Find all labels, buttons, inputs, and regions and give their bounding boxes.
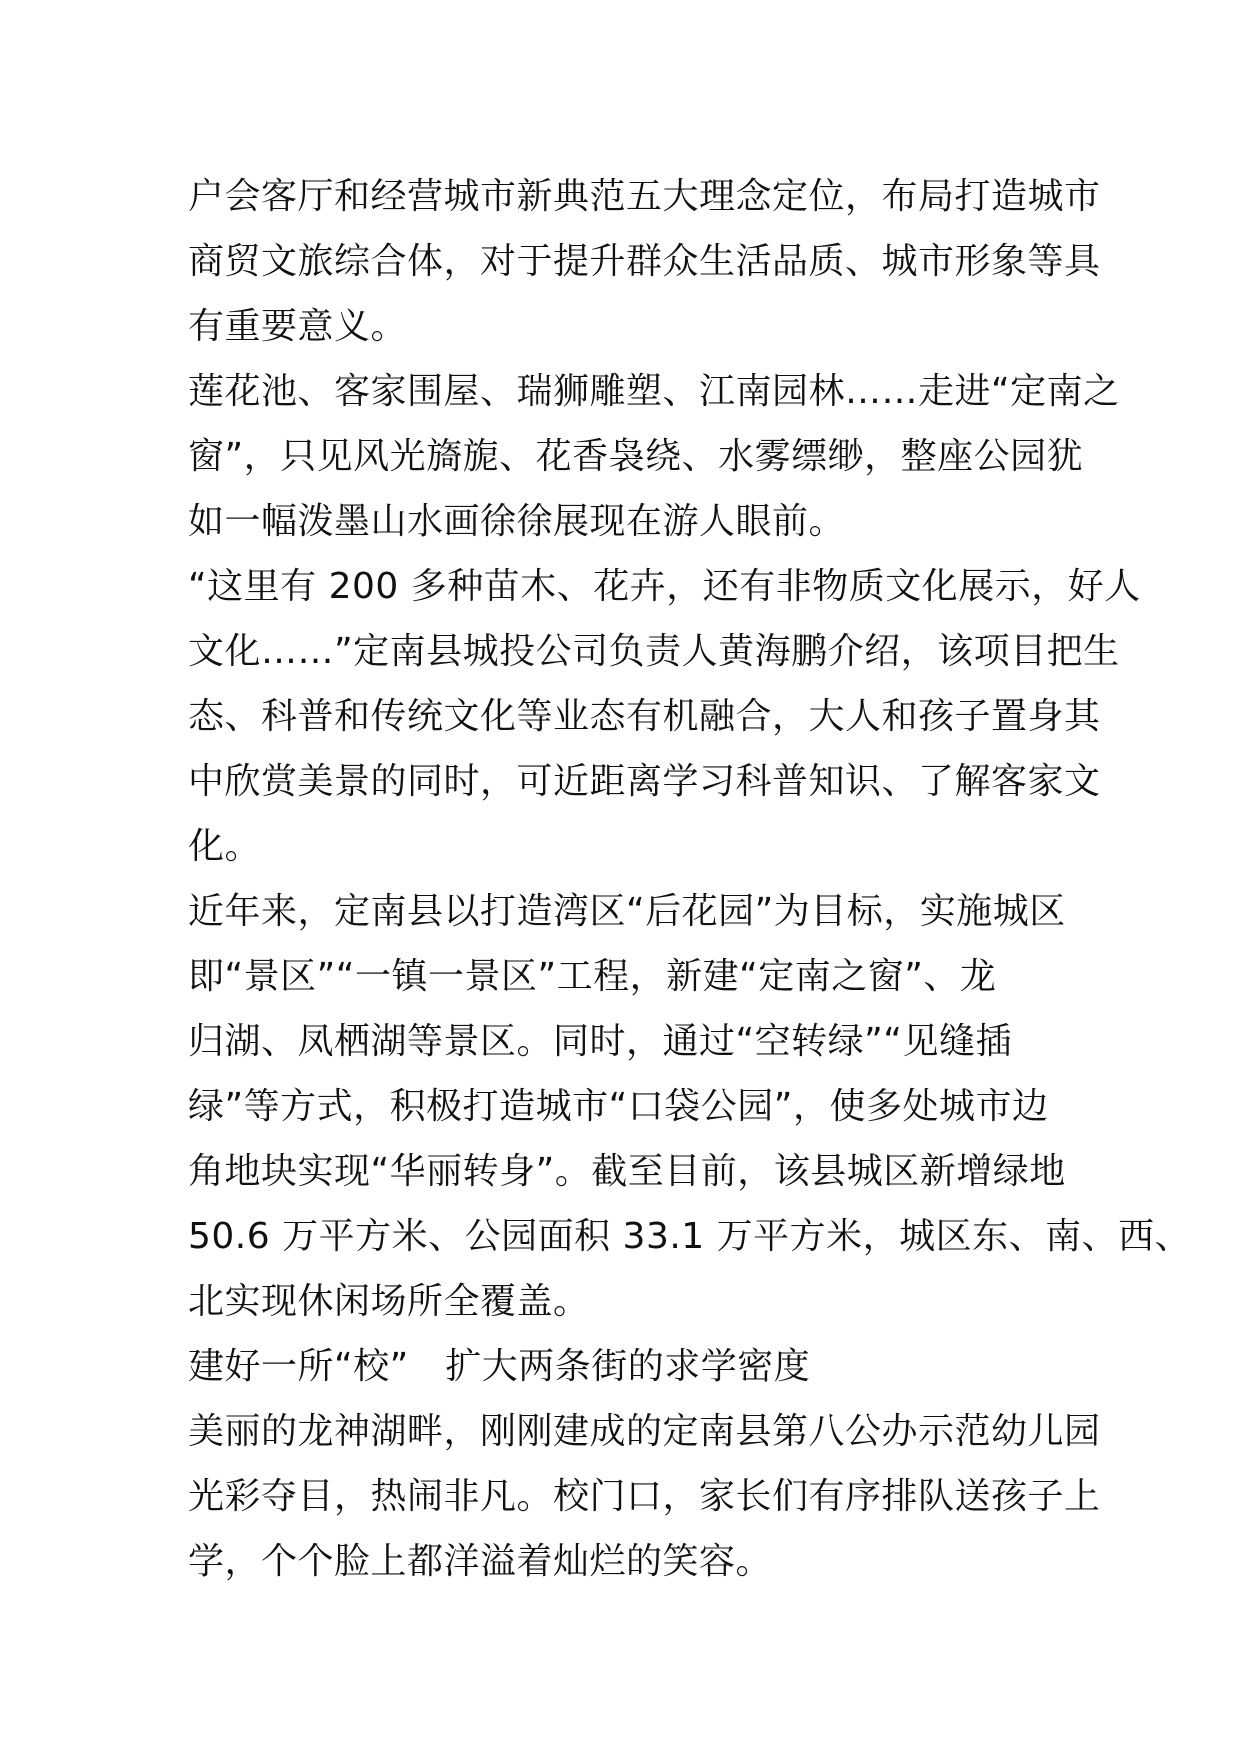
text-line: “这里有 200 多种苗木、花卉，还有非物质文化展示，好人 xyxy=(188,566,1141,607)
text-line: 美丽的龙神湖畔，刚刚建成的定南县第八公办示范幼儿园 xyxy=(188,1411,1101,1452)
text-line: 50.6 万平方米、公园面积 33.1 万平方米，城区东、南、西、 xyxy=(188,1216,1192,1257)
text-line: 如一幅泼墨山水画徐徐展现在游人眼前。 xyxy=(188,501,846,542)
text-line: 光彩夺目，热闹非凡。校门口，家长们有序排队送孩子上 xyxy=(188,1476,1101,1517)
text-line: 化。 xyxy=(188,826,262,867)
text-line: 户会客厅和经营城市新典范五大理念定位，布局打造城市 xyxy=(188,176,1101,217)
text-line: 即“景区”“一镇一景区”工程，新建“定南之窗”、龙 xyxy=(188,956,997,997)
section-heading: 建好一所“校” 扩大两条街的求学密度 xyxy=(188,1346,811,1387)
text-line: 窗”，只见风光旖旎、花香袅绕、水雾缥缈，整座公园犹 xyxy=(188,436,1084,477)
text-line: 文化……”定南县城投公司负责人黄海鹏介绍，该项目把生 xyxy=(188,631,1120,672)
text-line: 有重要意义。 xyxy=(188,306,408,347)
text-line: 绿”等方式，积极打造城市“口袋公园”，使多处城市边 xyxy=(188,1086,1049,1127)
text-line: 商贸文旅综合体，对于提升群众生活品质、城市形象等具 xyxy=(188,241,1101,282)
text-line: 莲花池、客家围屋、瑞狮雕塑、江南园林……走进“定南之 xyxy=(188,371,1120,412)
text-line: 角地块实现“华丽转身”。截至目前，该县城区新增绿地 xyxy=(188,1151,1066,1192)
body-text xyxy=(188,164,1192,1594)
text-line: 归湖、凤栖湖等景区。同时，通过“空转绿”“见缝插 xyxy=(188,1021,1012,1062)
text-line: 近年来，定南县以打造湾区“后花园”为目标，实施城区 xyxy=(188,891,1066,932)
text-line: 态、科普和传统文化等业态有机融合，大人和孩子置身其 xyxy=(188,696,1101,737)
text-line: 北实现休闲场所全覆盖。 xyxy=(188,1281,590,1322)
text-line: 学，个个脸上都洋溢着灿烂的笑容。 xyxy=(188,1541,773,1582)
text-line: 中欣赏美景的同时，可近距离学习科普知识、了解客家文 xyxy=(188,761,1101,802)
